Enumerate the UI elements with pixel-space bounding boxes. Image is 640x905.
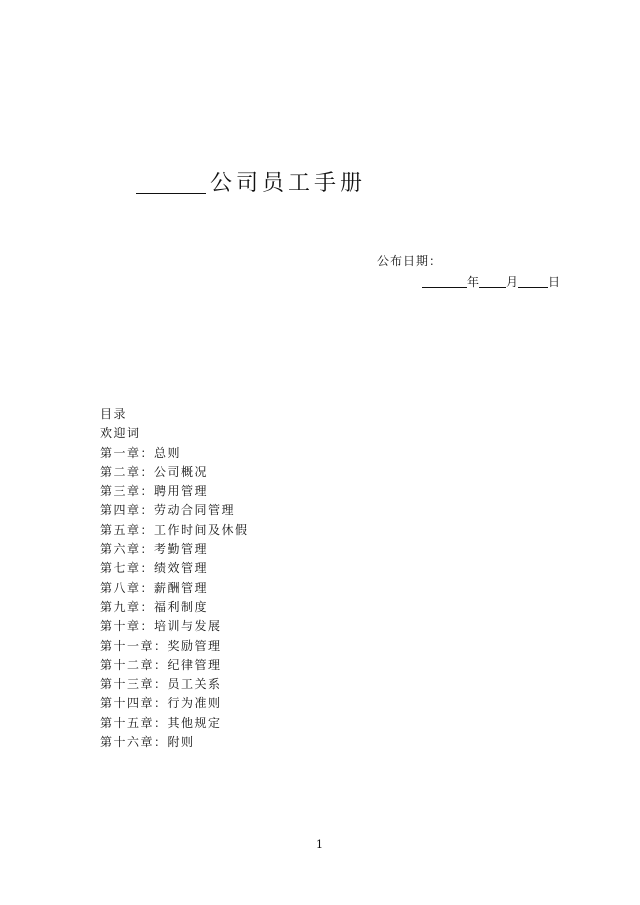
- document-title: [136, 166, 366, 197]
- toc-item: 第七章：绩效管理: [100, 561, 209, 576]
- page-number: 1: [316, 838, 323, 851]
- table-of-contents: [100, 405, 249, 752]
- toc-item: 第八章：薪酬管理: [100, 580, 209, 595]
- toc-item: 第九章：福利制度: [100, 599, 209, 614]
- toc-item: 第十一章：奖励管理: [100, 638, 222, 653]
- month-label: 月: [506, 275, 519, 289]
- toc-item: 第十五章：其他规定: [100, 715, 222, 730]
- toc-item: 第十二章：纪律管理: [100, 657, 222, 672]
- day-label: 日: [548, 275, 561, 289]
- title-text: 公司员工手册: [210, 171, 367, 196]
- toc-item: 第十章：培训与发展: [100, 619, 222, 634]
- toc-item: 第一章：总则: [100, 445, 182, 460]
- day-blank: [518, 286, 548, 288]
- toc-heading: 目录: [100, 407, 128, 421]
- publish-date-label: 公布日期：: [377, 254, 443, 268]
- toc-item: 第十四章：行为准则: [100, 696, 222, 711]
- toc-item: 第六章：考勤管理: [100, 542, 209, 557]
- company-name-blank: [136, 192, 206, 194]
- toc-item: 第三章：聘用管理: [100, 484, 209, 499]
- year-blank: [422, 286, 467, 288]
- publish-date-fields: [422, 273, 560, 290]
- toc-item: 第五章：工作时间及休假: [100, 522, 249, 537]
- toc-item: 第四章：劳动合同管理: [100, 503, 236, 518]
- toc-item: 欢迎词: [100, 426, 141, 441]
- toc-item: 第二章：公司概况: [100, 464, 209, 479]
- year-label: 年: [467, 275, 480, 289]
- toc-item: 第十六章：附则: [100, 735, 195, 750]
- month-blank: [479, 286, 506, 288]
- toc-item: 第十三章：员工关系: [100, 677, 222, 692]
